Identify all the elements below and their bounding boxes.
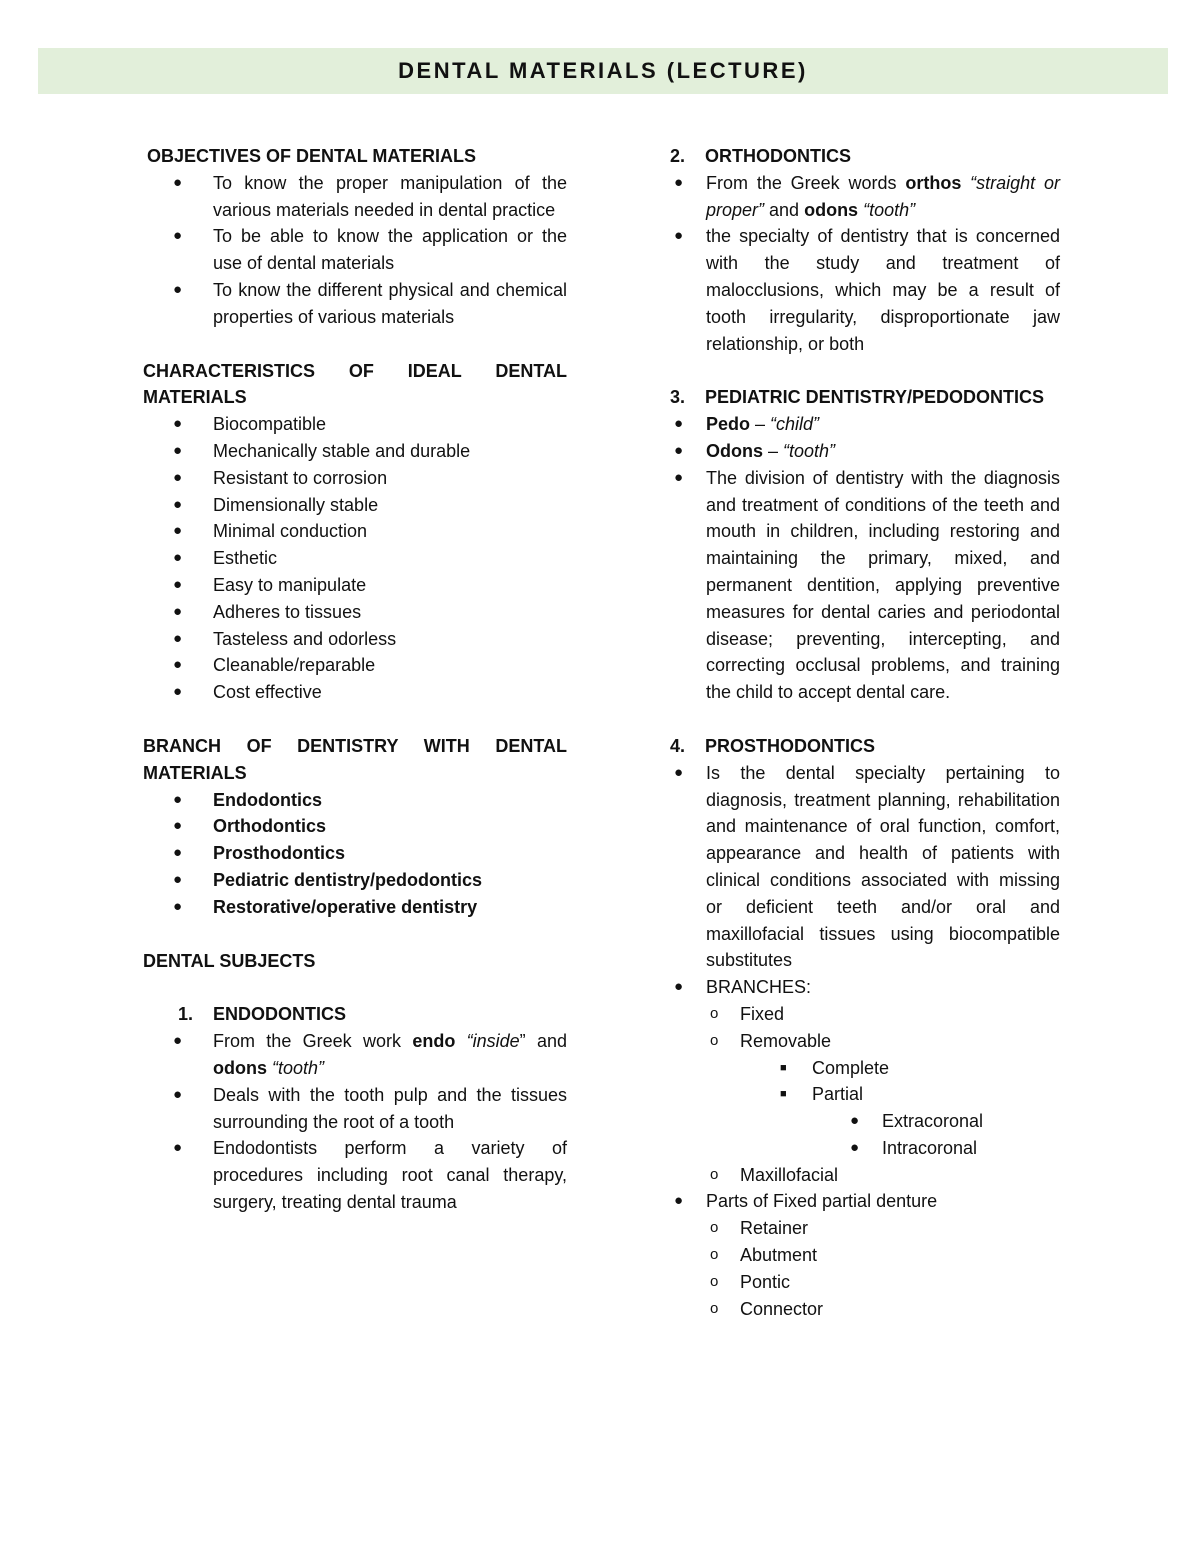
bullet-icon: ●: [173, 415, 183, 433]
subjects-heading: DENTAL SUBJECTS: [143, 950, 316, 971]
list-item: ● Dimensionally stable: [143, 492, 567, 519]
page-title: DENTAL MATERIALS (LECTURE): [398, 58, 808, 83]
prosthodontics-heading: 4. PROSTHODONTICS: [670, 735, 876, 756]
circle-bullet-icon: o: [710, 1219, 719, 1237]
bullet-icon: ●: [173, 549, 183, 567]
circle-bullet-icon: o: [710, 1031, 719, 1049]
square-bullet-icon: ■: [780, 1061, 787, 1074]
bullet-icon: ●: [674, 468, 684, 486]
square-bullet-icon: ■: [780, 1088, 787, 1101]
list-item: ■ Partial: [670, 1081, 1060, 1108]
list-item: ● To know the proper manipulation of the various materials needed in dental practice: [143, 170, 567, 224]
bullet-icon: ●: [173, 844, 183, 862]
list-item: ● Odons – “tooth”: [670, 438, 1060, 465]
list-item: o Abutment: [670, 1242, 1060, 1269]
circle-bullet-icon: o: [710, 1272, 719, 1290]
list-item: ● Cleanable/reparable: [143, 652, 567, 679]
bullet-icon: ●: [173, 656, 183, 674]
list-item: ● Cost effective: [143, 679, 567, 706]
list-item: ● Orthodontics: [143, 813, 567, 840]
objectives-section: [143, 143, 567, 331]
bullet-icon: ●: [173, 1139, 183, 1157]
bullet-icon: ●: [850, 1112, 860, 1130]
bullet-icon: ●: [173, 683, 183, 701]
characteristics-heading: CHARACTERISTICS OF IDEAL DENTAL: [143, 360, 567, 381]
list-item: ● To know the different physical and chemical properties of various materials: [143, 277, 567, 331]
list-item: ● Prosthodontics: [143, 840, 567, 867]
circle-bullet-icon: o: [710, 1299, 719, 1317]
orthodontics-section: [670, 143, 1060, 357]
bullet-icon: ●: [173, 1032, 183, 1050]
bullet-icon: ●: [173, 173, 183, 191]
bullet-icon: ●: [173, 602, 183, 620]
list-item: ● Intracoronal: [670, 1135, 1060, 1162]
list-item: ● From the Greek words orthos “straight or proper” and odons “tooth”: [670, 170, 1060, 224]
list-item: ● BRANCHES:: [670, 974, 1060, 1001]
bullet-icon: ●: [173, 817, 183, 835]
pediatric-heading: 3. PEDIATRIC DENTISTRY/PEDODONTICS: [670, 387, 1045, 408]
title-banner: [38, 48, 1168, 94]
bullet-icon: ●: [173, 575, 183, 593]
list-item: ● Is the dental specialty pertaining to diagnosis, treatment planning, rehabilitation and maintenance of oral function, comfort, appearance and health of patients with clinical conditions associated with missing or deficient teeth and/or oral and maxillofacial tissues using biocompatible substitutes: [670, 760, 1060, 974]
right-column: [670, 143, 1060, 1322]
list-item: ● Resistant to corrosion: [143, 465, 567, 492]
list-item: ● Deals with the tooth pulp and the tissues surrounding the root of a tooth: [143, 1082, 567, 1136]
list-item: ● Esthetic: [143, 545, 567, 572]
bullet-icon: ●: [173, 629, 183, 647]
endodontics-heading: 1. ENDODONTICS: [178, 1004, 347, 1025]
bullet-icon: ●: [674, 763, 684, 781]
list-item: o Connector: [670, 1296, 1060, 1323]
list-item: o Fixed: [670, 1001, 1060, 1028]
bullet-icon: ●: [173, 441, 183, 459]
subjects-section: [143, 948, 567, 1216]
list-item: ● Extracoronal: [670, 1108, 1060, 1135]
bullet-icon: ●: [674, 441, 684, 459]
list-item: ● Mechanically stable and durable: [143, 438, 567, 465]
list-item: ● Tasteless and odorless: [143, 626, 567, 653]
bullet-icon: ●: [173, 522, 183, 540]
bullet-icon: ●: [173, 227, 183, 245]
prosthodontics-section: [670, 733, 1060, 1323]
list-item: o Pontic: [670, 1269, 1060, 1296]
circle-bullet-icon: o: [710, 1165, 719, 1183]
list-item: o Retainer: [670, 1215, 1060, 1242]
bullet-icon: ●: [850, 1138, 860, 1156]
list-item: ● Parts of Fixed partial denture: [670, 1188, 1060, 1215]
list-item: o Maxillofacial: [670, 1162, 1060, 1189]
orthodontics-heading: 2. ORTHODONTICS: [670, 146, 851, 166]
list-item: o Removable: [670, 1028, 1060, 1055]
list-item: ● Pediatric dentistry/pedodontics: [143, 867, 567, 894]
list-item: ● To be able to know the application or the use of dental materials: [143, 223, 567, 277]
bullet-icon: ●: [674, 415, 684, 433]
list-item: ● Pedo – “child”: [670, 411, 1060, 438]
bullet-icon: ●: [173, 1085, 183, 1103]
list-item: ■ Complete: [670, 1055, 1060, 1082]
circle-bullet-icon: o: [710, 1246, 719, 1264]
pediatric-section: [670, 384, 1060, 706]
list-item: ● Restorative/operative dentistry: [143, 894, 567, 921]
objectives-heading: OBJECTIVES OF DENTAL MATERIALS: [147, 146, 477, 166]
list-item: ● Endodontics: [143, 787, 567, 814]
circle-bullet-icon: o: [710, 1004, 719, 1022]
left-column: [143, 143, 567, 1216]
bullet-icon: ●: [173, 468, 183, 486]
bullet-icon: ●: [173, 897, 183, 915]
list-item: ● Easy to manipulate: [143, 572, 567, 599]
list-item: ● Minimal conduction: [143, 518, 567, 545]
branch-section: [143, 733, 567, 921]
branch-heading-cont: MATERIALS: [143, 762, 247, 783]
bullet-icon: ●: [173, 790, 183, 808]
list-item: ● From the Greek work endo “inside” and odons “tooth”: [143, 1028, 567, 1082]
bullet-icon: ●: [674, 173, 684, 191]
characteristics-section: [143, 358, 567, 706]
bullet-icon: ●: [173, 495, 183, 513]
bullet-icon: ●: [173, 870, 183, 888]
list-item: ● the specialty of dentistry that is concerned with the study and treatment of malocclusions, which may be a result of tooth irregularity, disproportionate jaw relationship, or both: [670, 223, 1060, 357]
bullet-icon: ●: [173, 280, 183, 298]
list-item: ● Adheres to tissues: [143, 599, 567, 626]
bullet-icon: ●: [674, 227, 684, 245]
bullet-icon: ●: [674, 978, 684, 996]
characteristics-heading-cont: MATERIALS: [143, 387, 247, 408]
bullet-icon: ●: [674, 1192, 684, 1210]
list-item: ● Endodontists perform a variety of procedures including root canal therapy, surgery, treating dental trauma: [143, 1135, 567, 1215]
list-item: ● The division of dentistry with the diagnosis and treatment of conditions of the teeth and mouth in children, including restoring and maintaining the primary, mixed, and permanent dentition, applying preventive measures for dental caries and periodontal disease; preventing, intercepting, and correcting occlusal problems, and training the child to accept dental care.: [670, 465, 1060, 706]
branch-heading: BRANCH OF DENTISTRY WITH DENTAL: [143, 735, 567, 756]
list-item: ● Biocompatible: [143, 411, 567, 438]
